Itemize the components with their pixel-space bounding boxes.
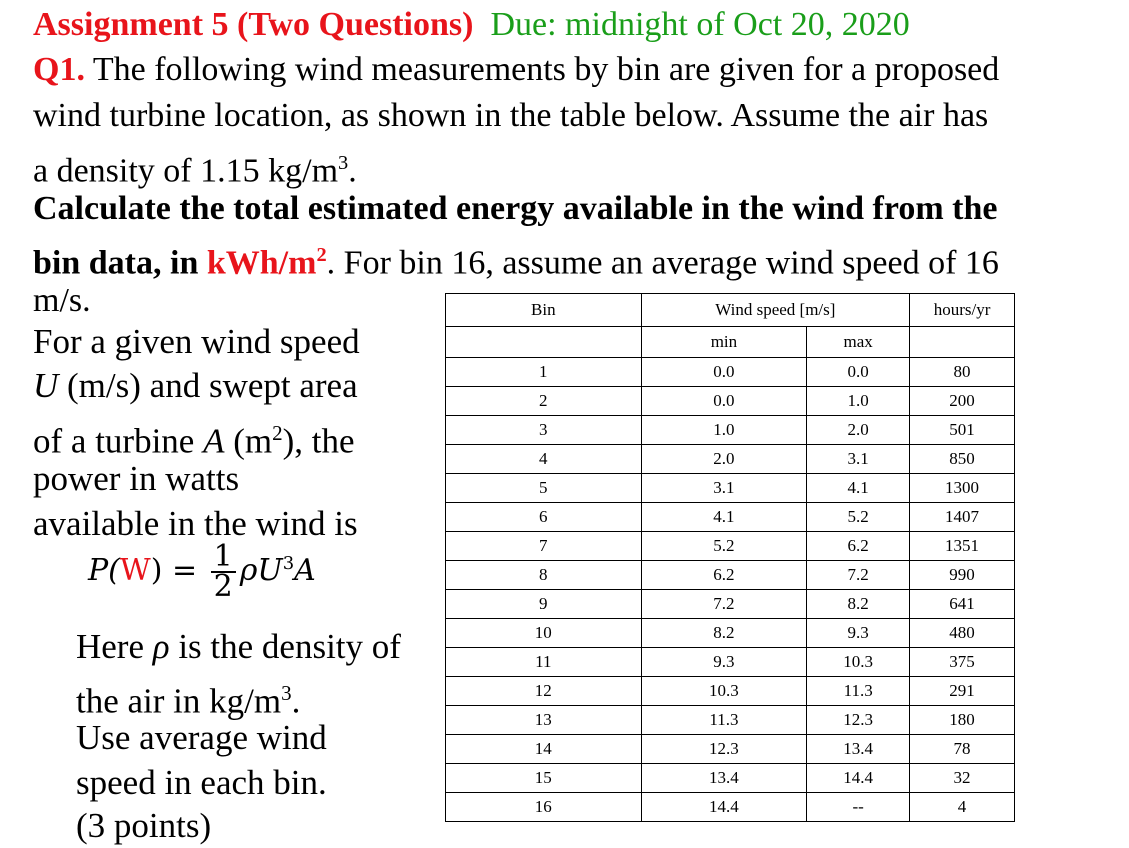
question-line-1	[33, 50, 999, 90]
due-date: Due: midnight of Oct 20, 2020	[490, 6, 910, 43]
cell-hours: 80	[910, 358, 1015, 387]
cell-max: 5.2	[807, 503, 910, 532]
cell-max: 13.4	[807, 735, 910, 764]
table-row	[446, 445, 1015, 474]
cell-hours: 501	[910, 416, 1015, 445]
cell-hours: 1407	[910, 503, 1015, 532]
question-line-3: a density of 1.15 $kg/m^3$.	[33, 152, 357, 190]
table-row	[446, 648, 1015, 677]
cell-max: 6.2	[807, 532, 910, 561]
cell-bin: 15	[446, 764, 642, 793]
cell-hours: 291	[910, 677, 1015, 706]
explanation-line-2: U (m/s) and swept area	[33, 366, 358, 405]
cell-bin: 14	[446, 735, 642, 764]
explanation-line-6: Here ρ is the density of	[76, 627, 401, 666]
table-row	[446, 590, 1015, 619]
cell-max: 7.2	[807, 561, 910, 590]
cell-max: 1.0	[807, 387, 910, 416]
power-formula: P(W) = $\frac{1}{2}$ $\rho U^3A$	[88, 539, 316, 604]
question-line-2	[33, 96, 988, 136]
cell-bin: 4	[446, 445, 642, 474]
cell-max: 10.3	[807, 648, 910, 677]
cell-hours: 32	[910, 764, 1015, 793]
cell-min: 11.3	[641, 706, 807, 735]
cell-min: 12.3	[641, 735, 807, 764]
table-row	[446, 387, 1015, 416]
cell-min: 14.4	[641, 793, 807, 822]
cell-hours: 850	[910, 445, 1015, 474]
cell-min: 3.1	[641, 474, 807, 503]
cell-min: 9.3	[641, 648, 807, 677]
explanation-line-1: For a given wind speed	[33, 322, 360, 361]
assignment-title: Assignment 5 (Two Questions)	[33, 6, 474, 43]
cell-hours: 480	[910, 619, 1015, 648]
cell-min: 6.2	[641, 561, 807, 590]
table-row	[446, 532, 1015, 561]
cell-max: 14.4	[807, 764, 910, 793]
cell-max: 8.2	[807, 590, 910, 619]
cell-max: 12.3	[807, 706, 910, 735]
cell-max: 0.0	[807, 358, 910, 387]
subheader-max: max	[807, 327, 910, 358]
cell-min: 0.0	[641, 358, 807, 387]
table-subheader-row	[446, 327, 1015, 358]
table-header-row	[446, 294, 1015, 327]
cell-hours: 180	[910, 706, 1015, 735]
cell-bin: 3	[446, 416, 642, 445]
cell-max: 9.3	[807, 619, 910, 648]
cell-bin: 2	[446, 387, 642, 416]
cell-hours: 990	[910, 561, 1015, 590]
table-body	[446, 358, 1015, 822]
explanation-line-4: power in watts	[33, 459, 240, 498]
points-label: (3 points)	[76, 806, 212, 845]
cell-min: 2.0	[641, 445, 807, 474]
question-text-2: wind turbine location, as shown in the table below. Assume the air has	[33, 97, 989, 134]
table-row	[446, 619, 1015, 648]
cell-min: 4.1	[641, 503, 807, 532]
table-row	[446, 735, 1015, 764]
bin16-assumption: . For bin 16, assume an average wind speed of 16	[326, 244, 999, 282]
cell-bin: 11	[446, 648, 642, 677]
cell-bin: 9	[446, 590, 642, 619]
cell-bin: 10	[446, 619, 642, 648]
table-row	[446, 793, 1015, 822]
density-text: a density of 1.15 kg/m	[33, 152, 339, 190]
task-line-2: bin data, in kWh/$m^2$. For bin 16, assume an average wind speed of 16	[33, 244, 999, 282]
cell-bin: 7	[446, 532, 642, 561]
explanation-line-9: speed in each bin.	[76, 763, 327, 802]
assignment-header	[33, 5, 910, 45]
cell-hours: 1300	[910, 474, 1015, 503]
cell-max: 3.1	[807, 445, 910, 474]
wind-bin-table	[445, 293, 1015, 822]
explanation-line-7: the air in $kg/m^3$.	[76, 681, 301, 721]
cell-hours: 1351	[910, 532, 1015, 561]
cell-min: 1.0	[641, 416, 807, 445]
explanation-line-3: of a turbine A $(m^2)$, the	[33, 421, 355, 461]
task-line-1	[33, 189, 997, 229]
energy-unit: kWh/m	[206, 244, 317, 282]
table-row	[446, 764, 1015, 793]
column-header-bin: Bin	[446, 294, 642, 327]
cell-min: 5.2	[641, 532, 807, 561]
cell-bin: 6	[446, 503, 642, 532]
column-header-hours: hours/yr	[910, 294, 1015, 327]
table-row	[446, 358, 1015, 387]
table-row	[446, 474, 1015, 503]
table-row	[446, 503, 1015, 532]
cell-max: 4.1	[807, 474, 910, 503]
question-text-1: The following wind measurements by bin are given for a proposed	[92, 51, 1000, 88]
cell-hours: 78	[910, 735, 1015, 764]
table-row	[446, 706, 1015, 735]
cell-max: 11.3	[807, 677, 910, 706]
cell-min: 13.4	[641, 764, 807, 793]
cell-bin: 13	[446, 706, 642, 735]
one-half-fraction: $\frac{1}{2}$	[211, 543, 236, 601]
subheader-min: min	[641, 327, 807, 358]
cell-min: 7.2	[641, 590, 807, 619]
question-label: Q1.	[33, 51, 85, 88]
explanation-line-8: Use average wind	[76, 718, 327, 757]
column-header-wind-speed: Wind speed [m/s]	[641, 294, 910, 327]
cell-min: 10.3	[641, 677, 807, 706]
cell-min: 0.0	[641, 387, 807, 416]
task-text-1: Calculate the total estimated energy available in the wind from the	[33, 190, 998, 227]
table-row	[446, 561, 1015, 590]
task-line-3: m/s.	[33, 282, 91, 319]
cell-min: 8.2	[641, 619, 807, 648]
table-row	[446, 416, 1015, 445]
cell-hours: 4	[910, 793, 1015, 822]
cell-bin: 12	[446, 677, 642, 706]
cell-bin: 8	[446, 561, 642, 590]
cell-bin: 16	[446, 793, 642, 822]
table-row	[446, 677, 1015, 706]
cell-max: --	[807, 793, 910, 822]
cell-bin: 5	[446, 474, 642, 503]
explanation-line-5: available in the wind is	[33, 504, 358, 543]
cell-hours: 200	[910, 387, 1015, 416]
cell-hours: 641	[910, 590, 1015, 619]
cell-max: 2.0	[807, 416, 910, 445]
cell-bin: 1	[446, 358, 642, 387]
cell-hours: 375	[910, 648, 1015, 677]
